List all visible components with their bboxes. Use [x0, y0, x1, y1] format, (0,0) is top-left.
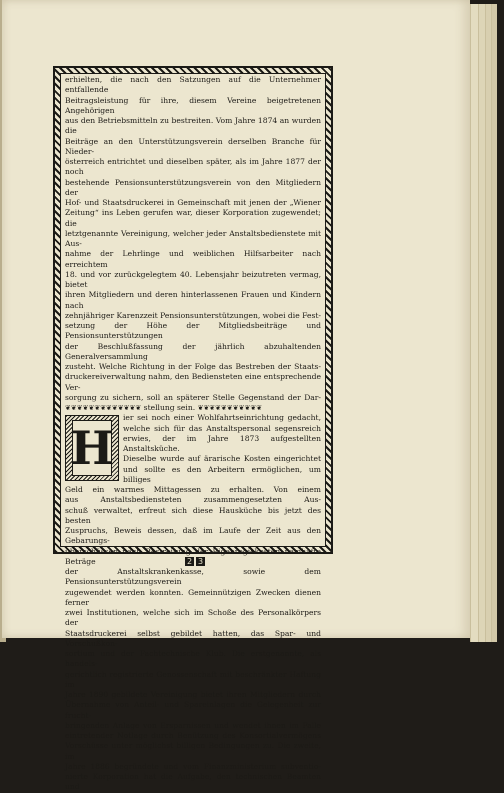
text-line: zehnjähriger Karenzzeit Pensionsunterstützungen, wobei die Fest- [65, 310, 321, 320]
text-line: letztgenannte Vereinigung, welcher jeder Anstaltsbedienstete mit Aus- [65, 228, 321, 248]
text-line: nierte Korporation hat die Aufgabe, den technischen Beamten und [65, 772, 321, 792]
text-line: eintretender Notlage durch Benützung des Konsortialvermögens [65, 731, 321, 740]
text-line: Beitragsleistung für ihre, diesem Vereine beigetretenen Angehörigen [65, 95, 321, 115]
text-line: Jahre 1890 gebildete Vereinigung bietet ihren Mitgliedern durch [65, 690, 321, 699]
text-line: österreich entrichtet und dieselben später, als im Jahre 1877 der noch [65, 157, 321, 177]
ornament-icon: ❦❦❦❦❦❦❦❦❦❦❦❦❦ [65, 404, 142, 412]
page-edge [491, 4, 497, 642]
text-line: ihren Mitgliedern und deren hinterlassenen Frauen und Kindern nach [65, 290, 321, 310]
paragraph-2 [65, 413, 321, 505]
text-line: bringenden Anlage von Ersparnissen und wendet ihnen im Falle [65, 720, 321, 730]
paragraph-1 [65, 75, 321, 403]
text-line: aus den Betriebsmitteln zu bestreiten. Vom Jahre 1874 an wurden die [65, 116, 321, 136]
ornament-line [65, 403, 321, 413]
text-line: gerichtlich registrierte Genossenschaft mit beschränkter Haftung im [65, 669, 321, 689]
text-line: zusteht. Welche Richtung in der Folge das Bestreben der Staats- [65, 362, 321, 371]
text-line: bestehende Pensionsunterstützungsverein von den Mitgliedern der [65, 177, 321, 197]
text-line: erhielten, die nach den Satzungen auf die Unternehmer entfallende [65, 75, 321, 95]
initial-letter-ornament [65, 415, 119, 481]
text-line: druckereiverwaltung nahm, den Bediensteten eine entsprechende Ver- [65, 372, 321, 392]
text-line: sorgung zu sichern, soll an späterer Stelle Gegenstand der Dar- [65, 392, 321, 402]
initial-letter: H [70, 421, 114, 476]
paragraph-2-continued [65, 506, 321, 793]
text-line: Jahre 1886 begründete und vom Finanzministerium subventio- [65, 761, 321, 771]
text-line: zwei Institutionen, welche sich im Schoße des Personalkörpers der [65, 608, 321, 628]
text-line: schuß verwaltet, erfreut sich diese Hausküche bis jetzt des besten [65, 505, 321, 525]
body-text [65, 75, 321, 793]
text-line: Zeitung“ ins Leben gerufen war, dieser Korporation zugewendet; die [65, 208, 321, 228]
page-number-digit: 3 [197, 557, 204, 566]
text-line: zugewendet werden konnten. Gemeinnützigen Zwecken dienen ferner [65, 587, 321, 607]
text-line: setzung der Höhe der Mitgliedsbeiträge und Pensionsunterstützungen [65, 321, 321, 341]
text-line: Übernahme von Anteil- und Spareinlagen die Gelegenheit zur frucht- [65, 700, 321, 720]
text-line: sortium und der Fachtechnische Klub. Die erstgenannte, als handels- [65, 649, 321, 669]
text-line: Geld ein warmes Mittagessen zu erhalten. Von einem [65, 485, 321, 494]
text-line: Vorschüsse unter möglichst billigen Bedingungen zu. Die zweite, im [65, 741, 321, 761]
text-line: ier sei noch einer Wohlfahrtseinrichtung gedacht, [123, 413, 321, 423]
text-line: 18. und vor zurückgelegtem 40. Lebensjahr beizutreten vermag, bietet [65, 269, 321, 289]
ornamental-frame [53, 66, 333, 792]
text-line: erwies, der im Jahre 1873 aufgestellten Anstaltsküche. [123, 433, 321, 453]
text-line: nahme der Lehrlinge und weiblichen Hilfsarbeiter nach erreichtem [65, 249, 321, 269]
text-line: Staatsdruckerei selbst gebildet hatten, das Spar- und Vorschußkon- [65, 628, 321, 648]
text-line: der Beschlußfassung der jährlich abzuhaltenden Generalversammlung [65, 341, 321, 361]
text-line: und sollte es den Arbeitern ermöglichen, um billiges [123, 464, 321, 484]
page-number [185, 557, 205, 566]
text-line: überschüssen nach Bestreitung der Eigenregiekosten namhafte Beträge [65, 546, 321, 566]
text-line: welche sich für das Anstaltspersonal segensreich [123, 423, 321, 433]
text-line: Dieselbe wurde auf ärarische Kosten eingerichtet [123, 454, 321, 464]
text-line: Beiträge an den Unterstützungsverein derselben Branche für Nieder- [65, 136, 321, 156]
text-block [60, 73, 326, 792]
page-number-digit: 2 [186, 557, 193, 566]
text-line: Hof- und Staatsdruckerei in Gemeinschaft mit jenen der „Wiener [65, 198, 321, 207]
ornament-icon: ❦❦❦❦❦❦❦❦❦❦❦ [197, 404, 263, 412]
line-stellung: stellung sein. [143, 403, 196, 412]
text-line: Zuspruchs, Beweis dessen, daß im Laufe der Zeit aus den Gebarungs- [65, 526, 321, 546]
text-line: aus Anstaltsbediensteten zusammengesetzten Aus- [65, 495, 321, 505]
text-line: der Anstaltskrankenkasse, sowie dem Pensionsunterstützungsverein [65, 567, 321, 587]
